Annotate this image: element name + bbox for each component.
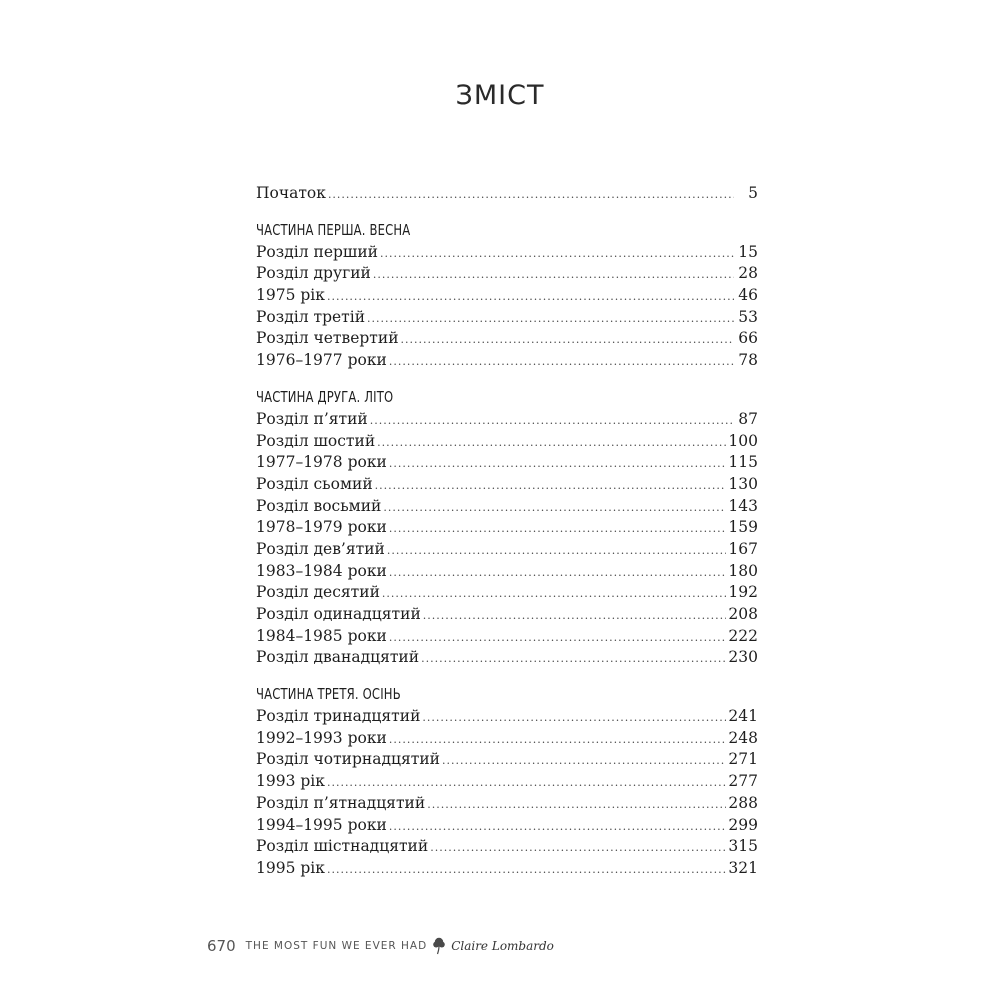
dot-leader [389, 566, 727, 579]
toc-entry-page: 315 [728, 837, 758, 856]
toc-entry-page: 208 [728, 605, 758, 623]
dot-leader [389, 457, 727, 470]
toc-entry-label: Розділ третій [256, 307, 366, 326]
toc-entry [256, 648, 758, 670]
dot-leader [327, 776, 726, 789]
toc-entry-page: 230 [728, 648, 758, 667]
toc-entry-label: Розділ шістнадцятий [256, 837, 429, 856]
dot-leader [427, 798, 726, 811]
dot-leader [327, 863, 726, 876]
toc-entry [256, 605, 758, 627]
author-name: Claire Lombardo [451, 939, 554, 953]
toc-entry-page: 159 [728, 518, 758, 537]
toc-entry-page: 87 [738, 409, 758, 428]
toc-entry-intro [256, 184, 758, 206]
toc-entry-page: 180 [728, 561, 758, 580]
toc-entry-label: Розділ перший [256, 242, 378, 261]
toc-entry-page: 66 [738, 329, 758, 348]
toc-entry [256, 475, 758, 497]
toc-entry [256, 562, 758, 584]
dot-leader [387, 544, 727, 557]
toc-entry-page: 100 [728, 431, 758, 450]
part-heading: ЧАСТИНА ПЕРША. ВЕСНА [256, 220, 411, 239]
toc-entry [256, 329, 758, 351]
toc-entry [256, 707, 758, 729]
part-heading: ЧАСТИНА ТРЕТЯ. ОСІНЬ [256, 685, 401, 704]
dot-leader [422, 711, 726, 724]
toc-entry [256, 410, 758, 432]
toc-entry [256, 816, 758, 838]
toc-entry-page: 277 [728, 772, 758, 791]
toc-entry-label: Розділ тринадцятий [256, 707, 421, 726]
toc-entry-page: 271 [728, 750, 758, 769]
dot-leader [327, 290, 734, 303]
dot-leader [328, 188, 734, 201]
dot-leader [383, 501, 726, 514]
toc-entry-label: Розділ одинадцятий [256, 605, 421, 623]
toc-entry-page: 53 [738, 307, 758, 326]
toc-entry-page: 241 [728, 707, 758, 726]
flower-icon [432, 937, 446, 955]
toc-entry-page: 288 [728, 793, 758, 812]
toc-entry-label: Розділ дванадцятий [256, 648, 420, 667]
toc-entry [256, 859, 758, 881]
toc-entry-label: 1993 рік [256, 772, 325, 791]
toc-entry [256, 837, 758, 859]
table-of-contents [256, 184, 758, 881]
toc-entry [256, 729, 758, 751]
toc-entry-label: Розділ сьомий [256, 474, 373, 493]
toc-entry-page: 5 [748, 184, 758, 202]
dot-leader [401, 333, 734, 346]
toc-entry-page: 46 [738, 286, 758, 305]
toc-entry-label: 1995 рік [256, 858, 325, 877]
dot-leader [375, 479, 727, 492]
toc-entry-page: 15 [738, 242, 758, 261]
toc-entry-label: 1994–1995 роки [256, 815, 387, 834]
page-title: ЗМІСТ [455, 80, 545, 111]
toc-part-2 [256, 386, 758, 670]
toc-entry-label: Розділ десятий [256, 583, 380, 602]
toc-entry-page: 222 [728, 626, 758, 645]
toc-entry-label: 1983–1984 роки [256, 561, 387, 580]
toc-entry-label: 1978–1979 роки [256, 518, 387, 537]
toc-entry [256, 583, 758, 605]
dot-leader [389, 820, 727, 833]
toc-entry [256, 497, 758, 519]
toc-entry [256, 750, 758, 772]
toc-entry-label: 1984–1985 роки [256, 626, 387, 645]
dot-leader [430, 841, 726, 854]
toc-entry-label: Розділ дев’ятий [256, 539, 385, 558]
toc-entry-page: 192 [728, 583, 758, 602]
dot-leader [367, 312, 734, 325]
toc-entry-label: 1977–1978 роки [256, 453, 387, 472]
dot-leader [421, 652, 726, 665]
toc-entry [256, 432, 758, 454]
toc-entry-page: 28 [738, 264, 758, 283]
dot-leader [389, 355, 734, 368]
toc-entry [256, 772, 758, 794]
toc-entry-page: 248 [728, 728, 758, 747]
toc-entry-label: Початок [256, 184, 326, 202]
toc-entry-label: 1975 рік [256, 286, 325, 305]
toc-entry-page: 115 [728, 453, 758, 472]
toc-entry-label: Розділ п’ятнадцятий [256, 793, 426, 812]
page-footer [207, 936, 554, 956]
toc-entry-page: 143 [728, 496, 758, 515]
toc-entry-label: 1976–1977 роки [256, 351, 387, 370]
running-book-title: THE MOST FUN WE EVER HAD [245, 940, 428, 952]
toc-entry [256, 308, 758, 330]
toc-entry-label: Розділ чотирнадцятий [256, 750, 440, 769]
toc-entry [256, 243, 758, 265]
toc-entry-label: Розділ восьмий [256, 496, 382, 515]
toc-entry-page: 78 [738, 351, 758, 370]
toc-entry-page: 167 [728, 539, 758, 558]
toc-entry [256, 627, 758, 649]
dot-leader [370, 414, 734, 427]
page-number: 670 [207, 937, 236, 955]
toc-part-1 [256, 219, 758, 373]
dot-leader [442, 754, 726, 767]
dot-leader [373, 268, 734, 281]
toc-entry-label: Розділ другий [256, 264, 371, 283]
toc-entry [256, 351, 758, 373]
dot-leader [380, 247, 734, 260]
toc-entry [256, 264, 758, 286]
toc-entry [256, 540, 758, 562]
toc-part-3 [256, 683, 758, 881]
toc-entry [256, 286, 758, 308]
dot-leader [382, 587, 727, 600]
toc-entry-label: Розділ шостий [256, 431, 376, 450]
toc-entry [256, 453, 758, 475]
toc-entry-page: 130 [728, 474, 758, 493]
toc-entry [256, 518, 758, 540]
toc-entry-label: Розділ п’ятий [256, 409, 368, 428]
dot-leader [423, 609, 727, 622]
part-heading: ЧАСТИНА ДРУГА. ЛІТО [256, 387, 394, 406]
dot-leader [389, 631, 727, 644]
toc-entry-label: Розділ четвертий [256, 329, 399, 348]
dot-leader [377, 436, 726, 449]
toc-entry [256, 794, 758, 816]
toc-entry-label: 1992–1993 роки [256, 728, 387, 747]
dot-leader [389, 733, 727, 746]
dot-leader [389, 522, 727, 535]
toc-entry-page: 299 [728, 815, 758, 834]
toc-entry-page: 321 [728, 858, 758, 877]
